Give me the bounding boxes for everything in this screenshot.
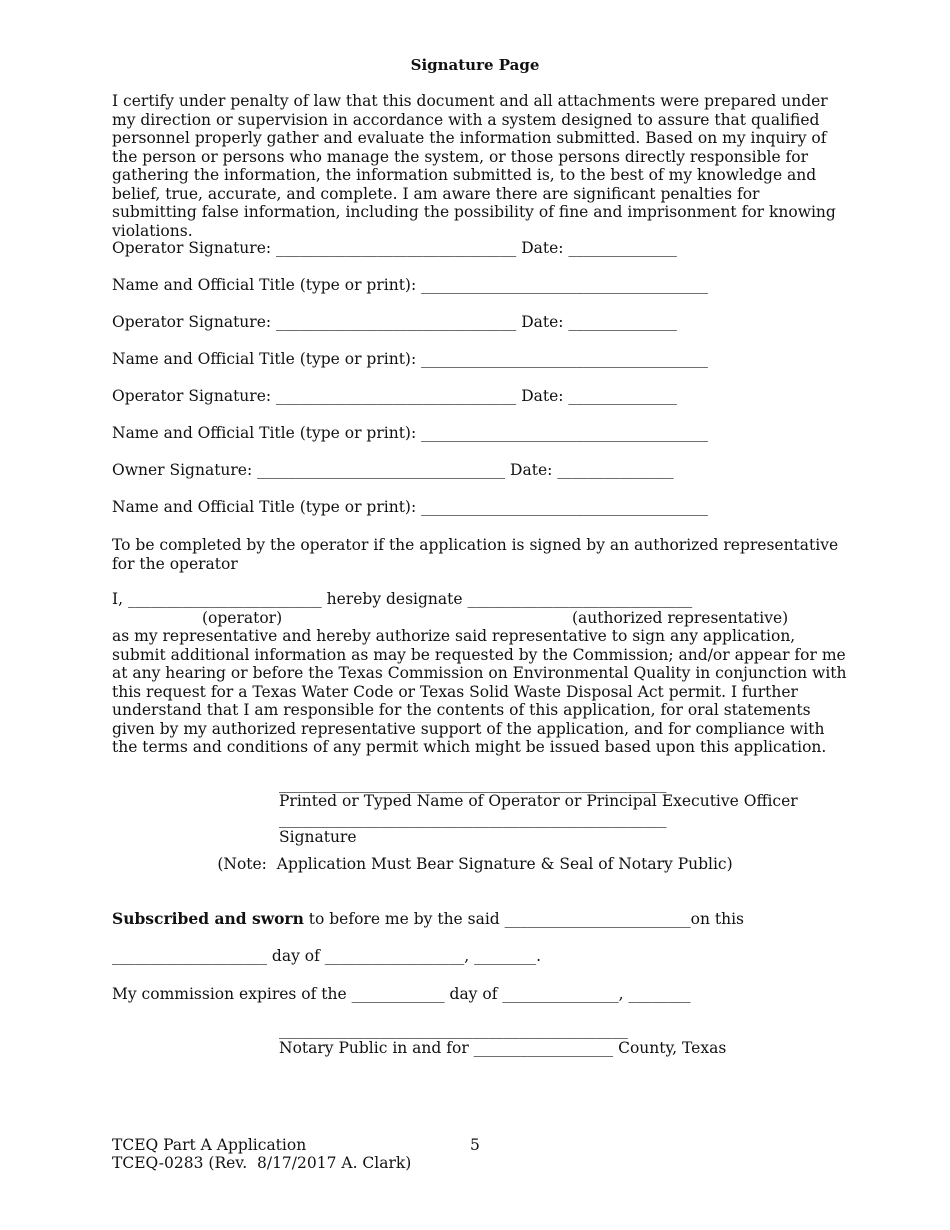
notary-caption: Notary Public in and for __________________ County, Texas xyxy=(279,1039,727,1057)
representative-caption: (authorized representative) xyxy=(572,609,789,627)
page-title: Signature Page xyxy=(410,56,540,74)
printed-name-caption: Printed or Typed Name of Operator or Principal Executive Officer xyxy=(279,792,798,810)
designation-line[interactable]: I, _________________________ hereby designate _____________________________ xyxy=(112,590,693,608)
sworn-bold-text: Subscribed and sworn xyxy=(112,909,304,928)
certification-paragraph: I certify under penalty of law that this document and all attachments were prepared under my direction or supervision in accordance with a system designed to assure that qualified personnel properly gather and evaluate the information submitted. Based on my inquiry of the person or persons who manage the system, or those persons directly responsible for gathering the information, the information submitted is, to the best of my knowledge and belief, true, accurate, and complete. I am aware there are significant penalties for submitting false information, including the possibility of fine and imprisonment for knowing violations. xyxy=(112,92,836,240)
printed-name-rule[interactable]: __________________________________________________ xyxy=(279,775,667,793)
name-title-line-4[interactable]: Name and Official Title (type or print): _____________________________________ xyxy=(112,498,708,516)
footer-form-name: TCEQ Part A Application xyxy=(112,1136,307,1154)
notary-rule[interactable]: _____________________________________________ xyxy=(279,1021,628,1039)
sworn-line xyxy=(112,910,744,929)
owner-signature-line[interactable]: Owner Signature: ________________________________ Date: _______________ xyxy=(112,461,674,479)
designation-intro: To be completed by the operator if the application is signed by an authorized representative for the operator xyxy=(112,536,839,573)
signature-caption: Signature xyxy=(279,828,357,846)
notary-note: (Note: Application Must Bear Signature & Seal of Notary Public) xyxy=(217,855,733,873)
operator-signature-line-2[interactable]: Operator Signature: _______________________________ Date: ______________ xyxy=(112,313,677,331)
footer-revision: TCEQ-0283 (Rev. 8/17/2017 A. Clark) xyxy=(112,1154,412,1172)
name-title-line-2[interactable]: Name and Official Title (type or print): _____________________________________ xyxy=(112,350,708,368)
footer-page-number: 5 xyxy=(470,1136,480,1154)
name-title-line-3[interactable]: Name and Official Title (type or print): _____________________________________ xyxy=(112,424,708,442)
operator-caption: (operator) xyxy=(202,609,283,627)
commission-expires-line[interactable]: My commission expires of the ____________ day of _______________, ________ xyxy=(112,985,691,1003)
day-of-line[interactable]: ____________________ day of __________________, ________. xyxy=(112,947,542,965)
name-title-line-1[interactable]: Name and Official Title (type or print): _____________________________________ xyxy=(112,276,708,294)
signature-rule[interactable]: __________________________________________________ xyxy=(279,810,667,828)
operator-signature-line-1[interactable]: Operator Signature: _______________________________ Date: ______________ xyxy=(112,239,677,257)
sworn-rest-text: to before me by the said ________________________on this xyxy=(303,910,745,928)
authorization-paragraph: as my representative and hereby authorize said representative to sign any application, submit additional information as may be requested by the Commission; and/or appear for me at any hearing or before the Texas Commission on Environmental Quality in conjunction with this request for a Texas Water Code or Texas Solid Waste Disposal Act permit. I further understand that I am responsible for the contents of this application, for oral statements given by my authorized representative support of the application, and for compliance with the terms and conditions of any permit which might be issued based upon this application. xyxy=(112,627,847,756)
operator-signature-line-3[interactable]: Operator Signature: _______________________________ Date: ______________ xyxy=(112,387,677,405)
